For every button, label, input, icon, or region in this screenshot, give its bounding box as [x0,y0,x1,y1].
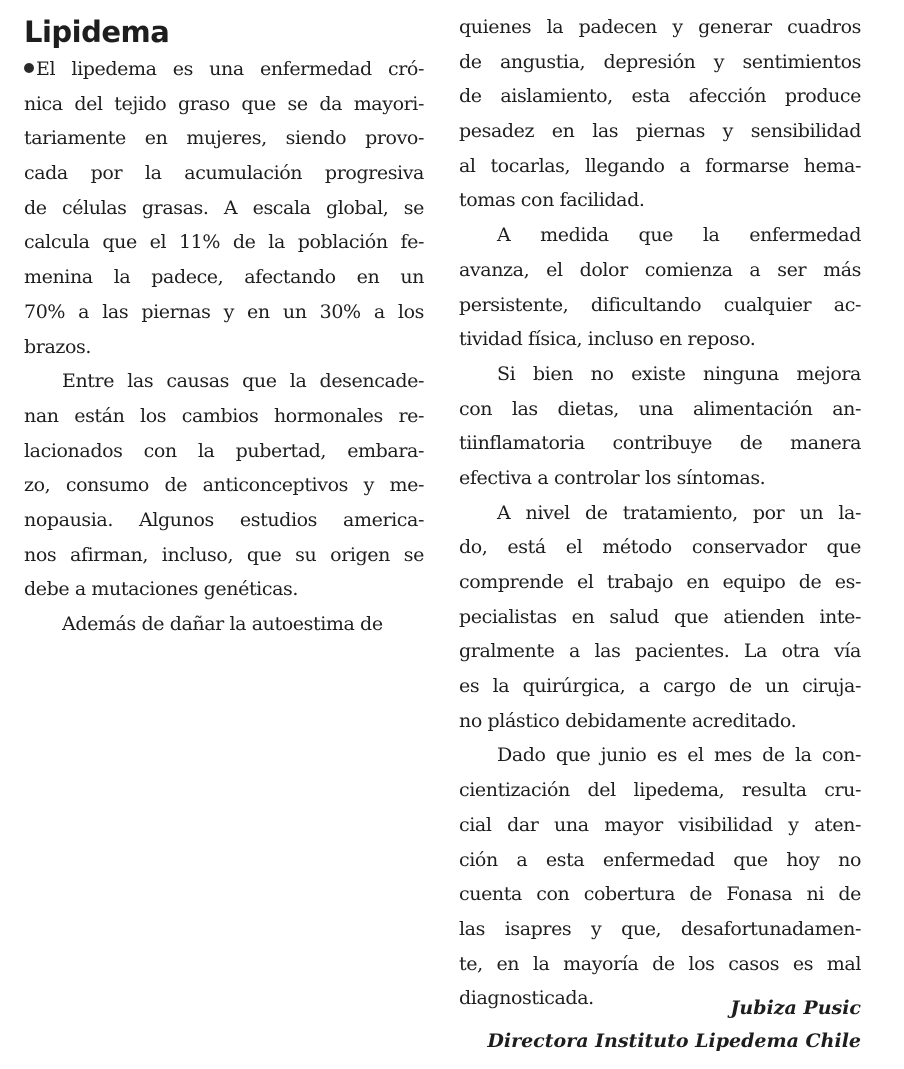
text-line: tividad física, incluso en reposo. [459,328,756,351]
text-line: efectiva a controlar los síntomas. [459,466,766,489]
text-line: calcula que el 11% de la población fe- [24,231,424,254]
right-column [459,10,861,1016]
paragraph [24,52,424,364]
text-line: Entre las causas que la desencade- [62,370,424,393]
text-line: Dado que junio es el mes de la con- [497,744,861,767]
text-line: persistente, dificultando cualquier ac- [459,293,861,316]
text-line: de células grasas. A escala global, se [24,196,424,219]
text-line: menina la padece, afectando en un [24,266,424,289]
text-line: quienes la padecen y generar cuadros [459,16,861,38]
text-line: tomas con facilidad. [459,189,645,212]
text-line: cada por la acumulación progresiva [24,162,424,185]
text-line: gralmente a las pacientes. La otra vía [459,640,861,663]
author-name: Jubiza Pusic [730,997,861,1019]
text-line: ción a esta enfermedad que hoy no [459,848,861,871]
text-line: de angustia, depresión y sentimientos [459,50,861,73]
text-line: nos afirman, incluso, que su origen se [24,543,424,566]
text-line: 70% a las piernas y en un 30% a los [24,300,424,323]
text-line: nopausia. Algunos estudios america- [24,508,424,531]
paragraph [459,738,861,1016]
paragraph [459,357,861,496]
text-line: pecialistas en salud que atienden inte- [459,605,861,628]
paragraph [24,364,424,607]
bullet-icon [24,63,34,73]
text-line: do, está el método conservador que [459,536,861,559]
paragraph [459,496,861,739]
text-line: nica del tejido graso que se da mayori- [24,92,424,115]
text-line: A medida que la enfermedad [497,224,861,247]
text-line: te, en la mayoría de los casos es mal [459,952,861,975]
text-line: Además de dañar la autoestima de [62,613,383,635]
text-line: brazos. [24,335,92,358]
text-line: tariamente en mujeres, siendo provo- [24,127,424,150]
text-line: comprende el trabajo en equipo de es- [459,571,861,593]
text-line: zo, consumo de anticonceptivos y me- [24,474,424,497]
author-title: Directora Instituto Lipedema Chile [487,1030,861,1052]
right-column-body [459,10,861,1016]
text-line: cuenta con cobertura de Fonasa ni de [459,883,861,906]
left-column-body [24,52,424,642]
text-line: de aislamiento, esta afección produce [459,85,861,108]
text-line: cial dar una mayor visibilidad y aten- [459,813,861,836]
text-line: diagnosticada. [459,987,594,1010]
text-line: Si bien no existe ninguna mejora [497,362,861,385]
text-line: avanza, el dolor comienza a ser más [459,258,861,281]
left-column [24,14,424,642]
paragraph [459,218,861,357]
paragraph [459,10,861,218]
text-line: debe a mutaciones genéticas. [24,578,299,601]
text-line [24,52,424,87]
text-line: nan están los cambios hormonales re- [24,404,424,427]
text-line: no plástico debidamente acreditado. [459,709,797,732]
text-line: es la quirúrgica, a cargo de un ciruja- [459,675,861,698]
text-line: con las dietas, una alimentación an- [459,397,861,420]
text-line: lacionados con la pubertad, embara- [24,439,424,462]
text-line-content: El lipedema es una enfermedad cró- [36,58,424,80]
text-line: A nivel de tratamiento, por un la- [497,501,861,524]
paragraph [24,607,424,642]
text-line: las isapres y que, desafortunadamen- [459,917,861,940]
text-line: pesadez en las piernas y sensibilidad [459,120,861,143]
text-line: tiinflamatoria contribuye de manera [459,432,861,455]
text-line: al tocarlas, llegando a formarse hema- [459,154,861,177]
text-line: cientización del lipedema, resulta cru- [459,779,861,802]
article-headline: Lipidema [24,15,170,49]
